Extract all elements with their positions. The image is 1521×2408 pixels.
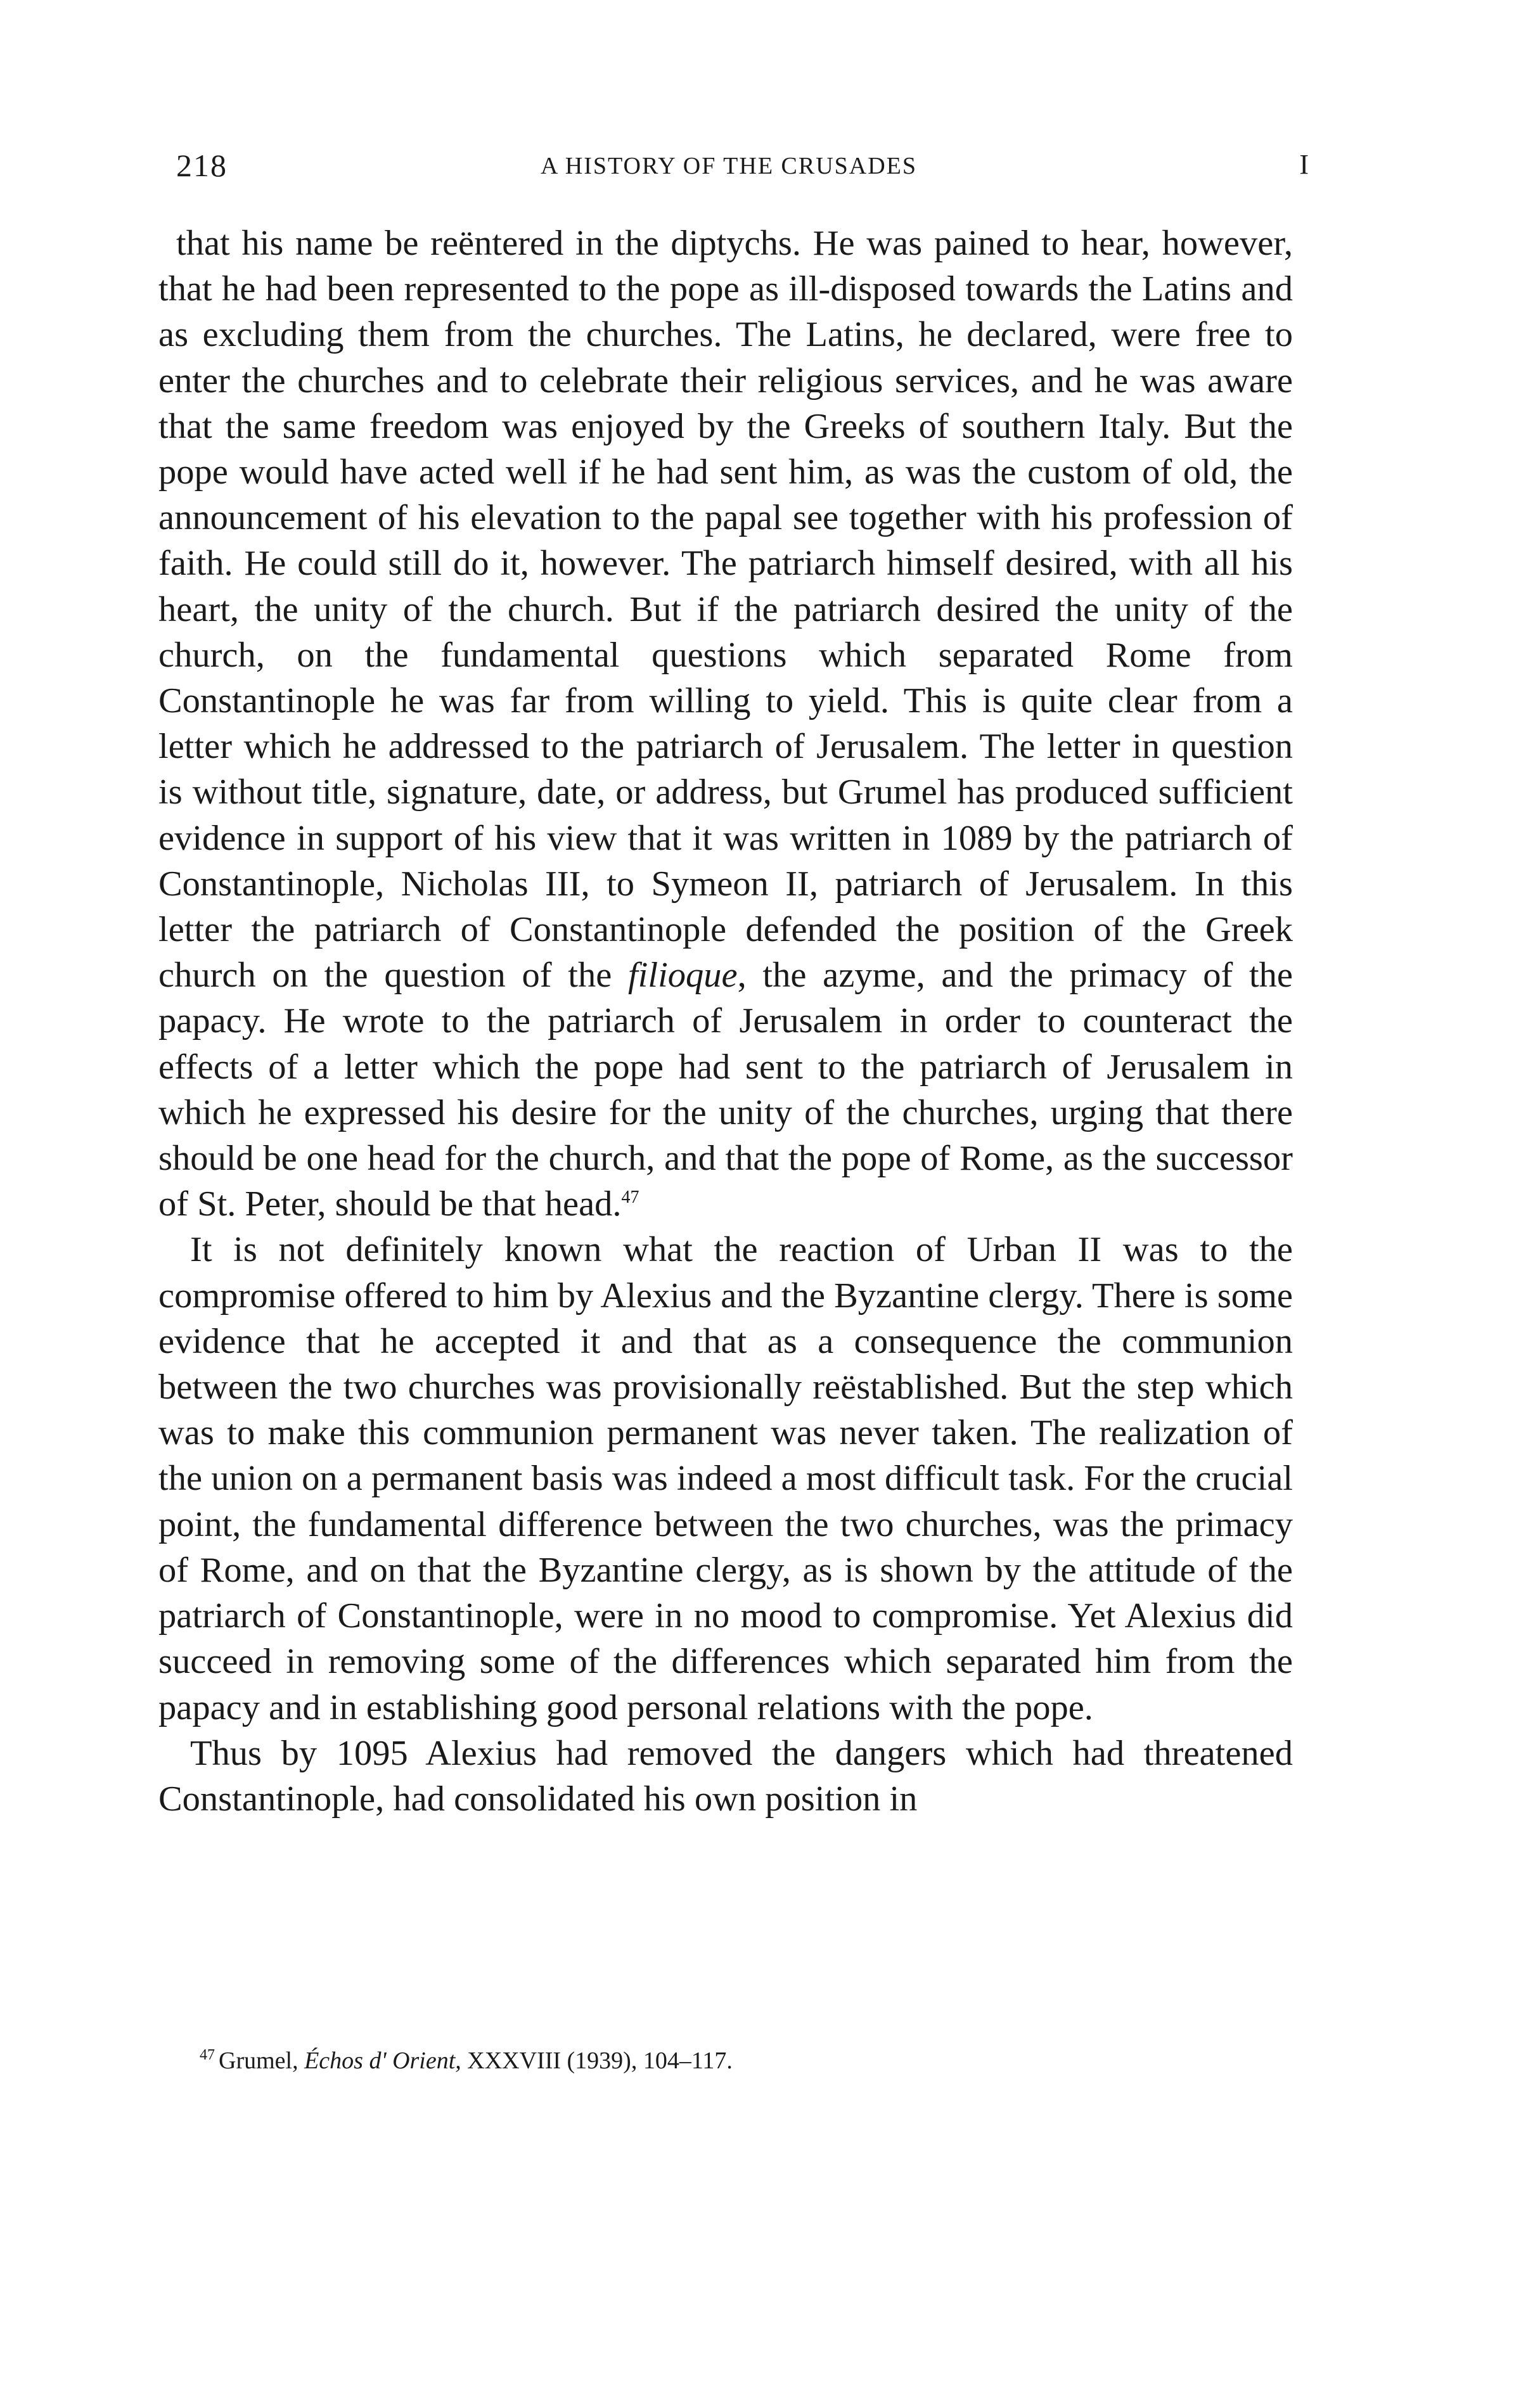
- italic-term: filioque: [627, 956, 738, 996]
- running-title: A HISTORY OF THE CRUSADES: [540, 153, 918, 179]
- paragraph: [158, 221, 1293, 1227]
- body-text: [158, 221, 1293, 1822]
- footnote-reference[interactable]: 47: [621, 1188, 639, 1208]
- footnote-mark: 47: [200, 2047, 215, 2064]
- page-number: 218: [176, 148, 228, 183]
- paragraph-text: , the azyme, and the primacy of the papacy. He wrote to the patriarch of Jerusalem in order to counteract the effects of a letter which the pope had sent to the patriarch of Jerusalem in which he expressed his desire for the unity of the churches, urging that there should be one head for the church, and that the pope of Rome, as the successor of St. Peter, should be that head.: [158, 956, 1293, 1224]
- paragraph: Thus by 1095 Alexius had removed the dangers which had threatened Constantinople, had consolidated his own position in: [158, 1733, 1293, 1819]
- footnote-citation: XXXVIII (1939), 104–117.: [467, 2047, 733, 2074]
- paragraph-text: that his name be reëntered in the diptychs. He was pained to hear, however, that he had been represented to the pope as ill-disposed towards the Latins and as excluding them from the churches. The Latins, he declared, were free to enter the churches and to celebrate their religious services, and he was aware that the same freedom was enjoyed by the Greeks of southern Italy. But the pope would have acted well if he had sent him, as was the custom of old, the announcement of his elevation to the papal see together with his profession of faith. He could still do it, however. The patriarch himself desired, with all his heart, the unity of the church. But if the patriarch desired the unity of the church, on the fundamental questions which separated Rome from Constantinople he was far from willing to yield. This is quite clear from a letter which he addressed to the patriarch of Jerusalem. The letter in question is without title, signature, date, or address, but Grumel has produced sufficient evidence in support of his view that it was written in 1089 by the patriarch of Constantinople, Nicholas III, to Symeon II, patriarch of Jerusalem. In this letter the patriarch of Constantinople defended the position of the Greek church on the question of the: [158, 224, 1293, 996]
- paragraph: It is not definitely known what the reaction of Urban II was to the compromise offered to him by Alexius and the Byzantine clergy. There is some evidence that he accepted it and that as a consequence the communion between the two churches was provisionally reëstablished. But the step which was to make this communion permanent was never taken. The realization of the union on a permanent basis was indeed a most difficult task. For the crucial point, the fundamental difference between the two churches, was the primacy of Rome, and on that the Byzantine clergy, as is shown by the attitude of the patriarch of Constantinople, were in no mood to compromise. Yet Alexius did succeed in removing some of the differences which separated him from the papacy and in establishing good personal relations with the pope.: [158, 1230, 1293, 1727]
- footnote: [200, 2046, 1277, 2076]
- running-head: [158, 147, 1309, 185]
- footnote-journal: Échos d' Orient,: [304, 2047, 461, 2074]
- volume-number: I: [1299, 149, 1309, 180]
- footnote-author: Grumel,: [219, 2047, 298, 2074]
